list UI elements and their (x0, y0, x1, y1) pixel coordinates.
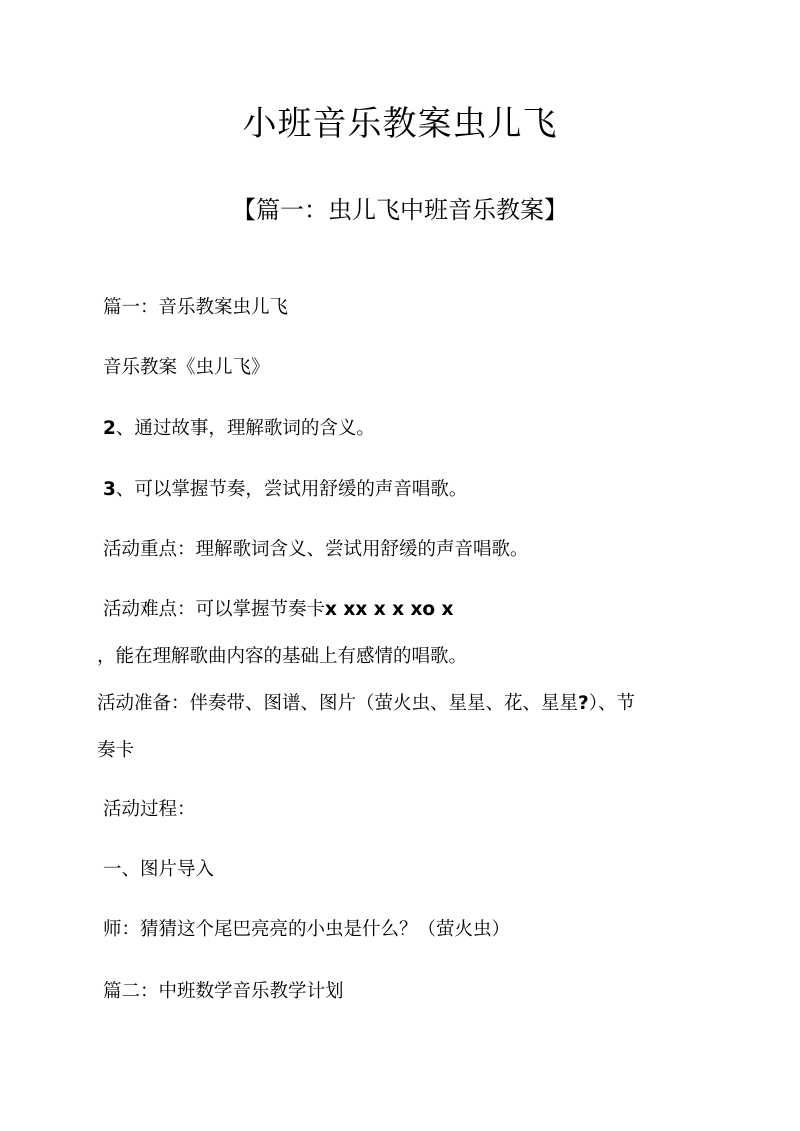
document-title: 小班音乐教案虫儿飞 (242, 104, 558, 144)
paragraph-goal-3 (103, 474, 467, 506)
paragraph-difficulties (103, 594, 453, 626)
document-subtitle: 【篇一：虫儿飞中班音乐教案】 (232, 196, 568, 224)
paragraph-key-points: 活动重点：理解歌词含义、尝试用舒缓的声音唱歌。 (103, 539, 529, 560)
paragraph-preparation (97, 688, 635, 720)
paragraph-lesson-name: 音乐教案《虫儿飞》 (103, 357, 270, 378)
goal-text: 、通过故事，理解歌词的含义。 (115, 418, 375, 439)
paragraph-step-one: 一、图片导入 (103, 859, 215, 880)
goal-text: 、可以掌握节奏，尝试用舒缓的声音唱歌。 (115, 479, 468, 500)
paragraph-goal-2 (103, 413, 375, 445)
goal-number: 2 (103, 418, 116, 439)
preparation-text-b: ）、节 (588, 693, 636, 714)
rhythm-pattern: x xx x x xo x (325, 599, 454, 620)
paragraph-section-heading: 篇一：音乐教案虫儿飞 (103, 297, 289, 318)
preparation-text-a: 活动准备：伴奏带、图谱、图片（萤火虫、星星、花、星星 (97, 693, 579, 714)
difficulties-text: 活动难点：可以掌握节奏卡 (103, 599, 326, 620)
paragraph-teacher-question: 师：猜猜这个尾巴亮亮的小虫是什么？（萤火虫） (103, 919, 511, 940)
goal-number: 3 (103, 479, 116, 500)
paragraph-section-two-heading: 篇二：中班数学音乐教学计划 (103, 981, 344, 1002)
paragraph-preparation-continued: 奏卡 (97, 740, 135, 761)
preparation-question-mark: ? (578, 693, 589, 714)
paragraph-process-heading: 活动过程： (103, 799, 196, 820)
paragraph-difficulties-continued: ，能在理解歌曲内容的基础上有感情的唱歌。 (97, 646, 468, 667)
